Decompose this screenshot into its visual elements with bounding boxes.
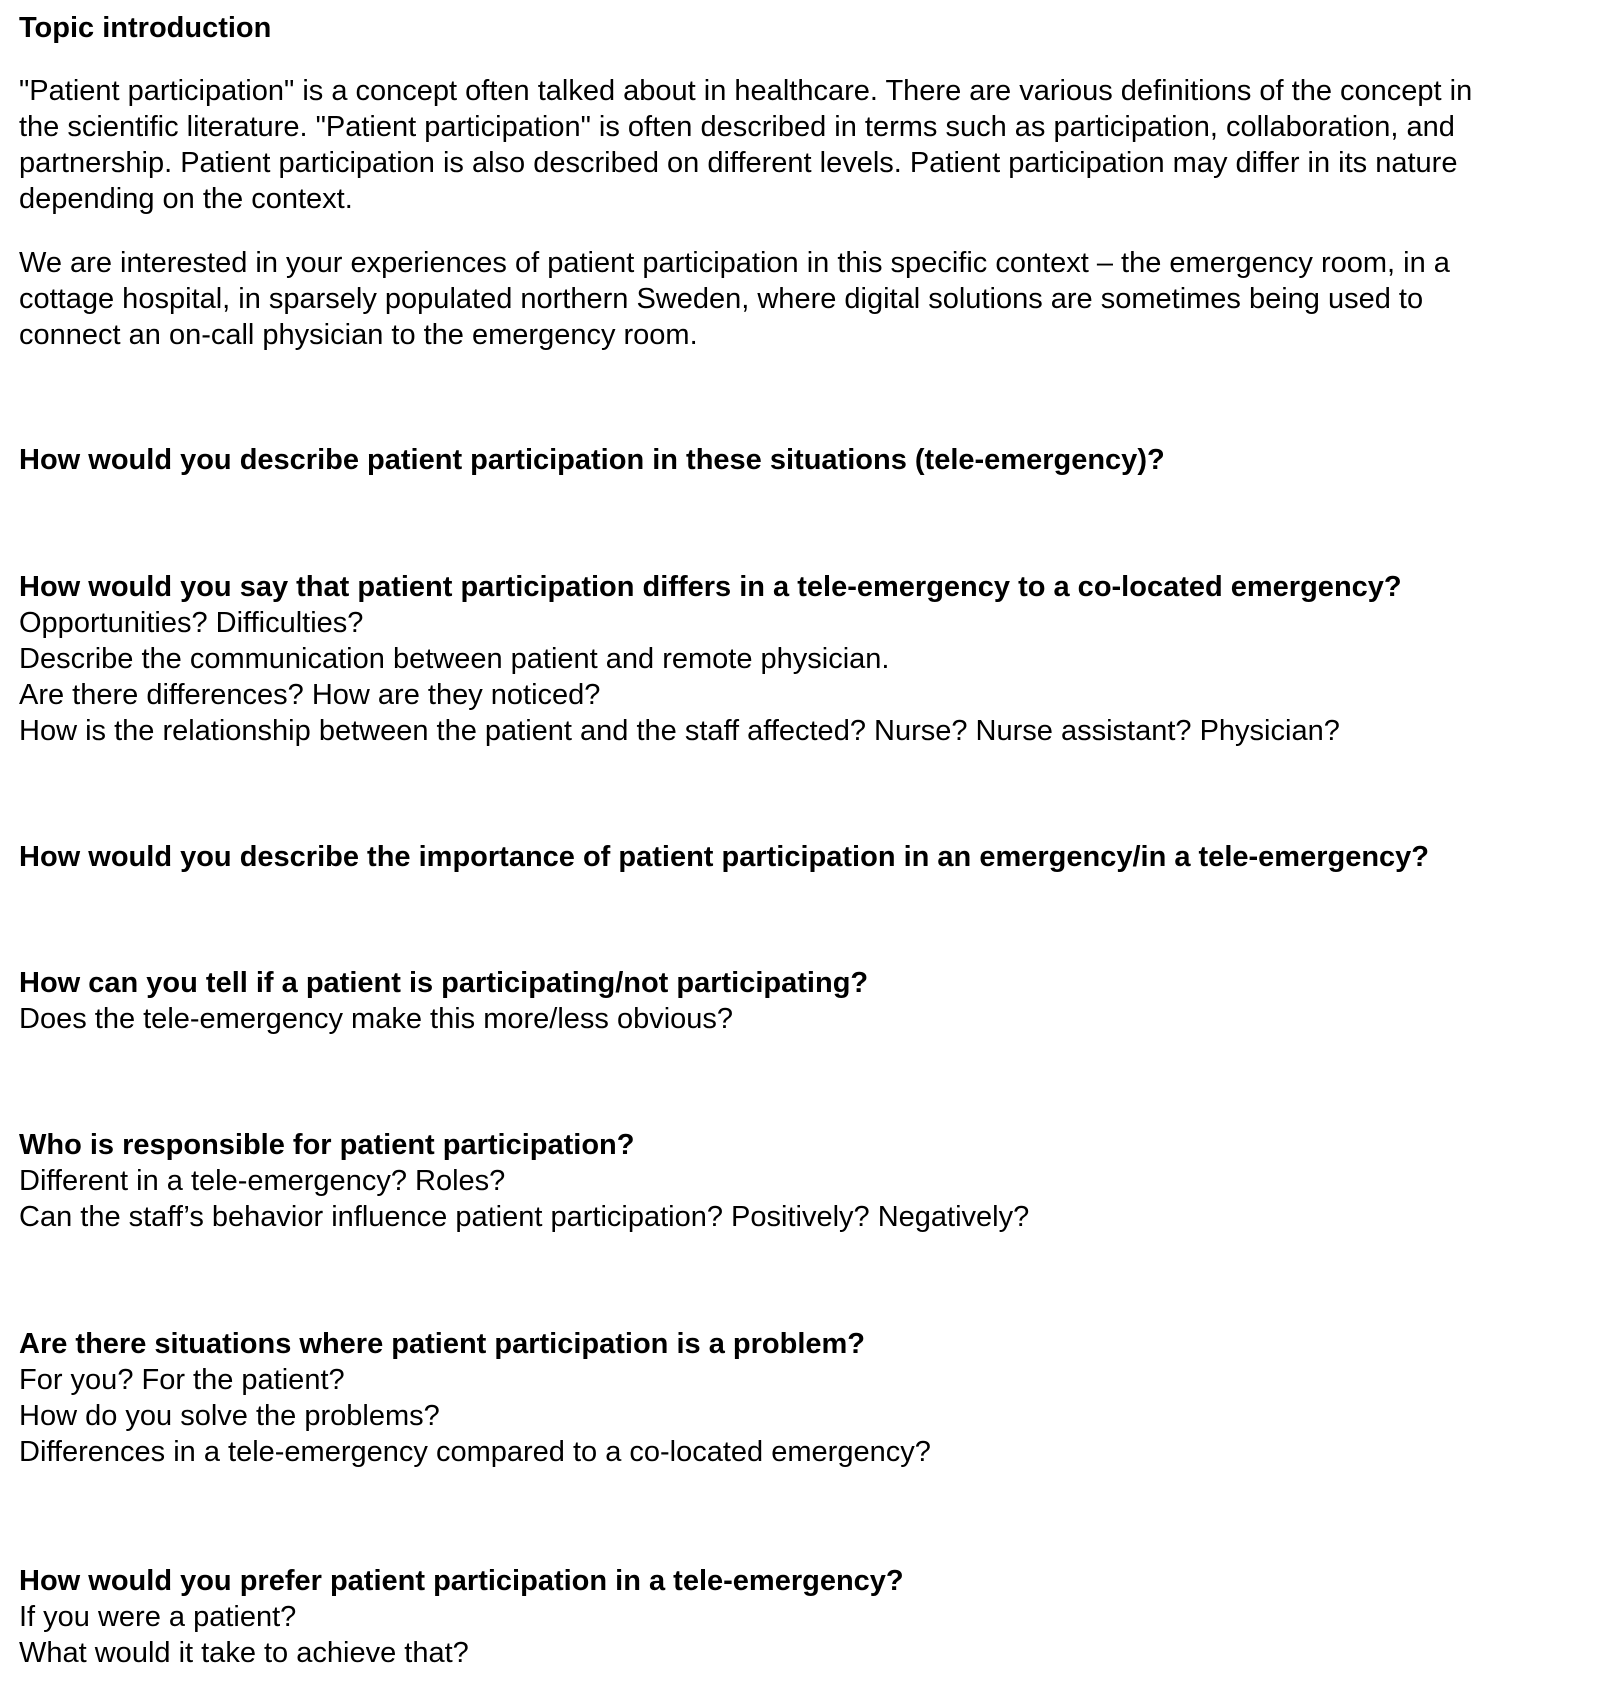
question-block xyxy=(19,442,1589,478)
text-line: cottage hospital, in sparsely populated northern Sweden, where digital solutions are sometimes being used to xyxy=(19,283,1424,315)
question-block xyxy=(19,1326,1589,1470)
section-title-text: Topic introduction xyxy=(19,12,272,44)
question-heading: How would you describe patient participation in these situations (tele-emergency)? xyxy=(19,444,1165,476)
question-heading: How would you say that patient participation differs in a tele-emergency to a co-located emergency? xyxy=(19,571,1402,603)
question-heading: How can you tell if a patient is participating/not participating? xyxy=(19,967,869,999)
question-probe: If you were a patient? xyxy=(19,1601,297,1633)
text-line: the scientific literature. "Patient participation" is often described in terms such as participation, collaboration, and xyxy=(19,111,1455,143)
question-block xyxy=(19,839,1589,875)
question-probe: Differences in a tele-emergency compared to a co-located emergency? xyxy=(19,1436,931,1468)
question-block xyxy=(19,965,1589,1037)
question-block xyxy=(19,569,1589,749)
text-line: connect an on-call physician to the emergency room. xyxy=(19,319,698,351)
question-block xyxy=(19,1127,1589,1235)
question-block xyxy=(19,1563,1589,1671)
question-probe: Different in a tele-emergency? Roles? xyxy=(19,1165,506,1197)
question-probe: What would it take to achieve that? xyxy=(19,1637,469,1669)
intro-paragraph-1 xyxy=(19,73,1589,217)
text-line: We are interested in your experiences of patient participation in this specific context – the emergency room, in a xyxy=(19,247,1450,279)
question-probe: Opportunities? Difficulties? xyxy=(19,607,364,639)
text-line: partnership. Patient participation is also described on different levels. Patient participation may differ in its nature xyxy=(19,147,1458,179)
question-heading: How would you describe the importance of patient participation in an emergency/in a tele-emergency? xyxy=(19,841,1430,873)
question-probe: Can the staff’s behavior influence patient participation? Positively? Negatively? xyxy=(19,1201,1030,1233)
question-heading: Who is responsible for patient participation? xyxy=(19,1129,635,1161)
question-probe: Describe the communication between patient and remote physician. xyxy=(19,643,890,675)
question-probe: For you? For the patient? xyxy=(19,1364,345,1396)
question-probe: How do you solve the problems? xyxy=(19,1400,440,1432)
question-probe: Are there differences? How are they noticed? xyxy=(19,679,601,711)
question-heading: How would you prefer patient participation in a tele-emergency? xyxy=(19,1565,904,1597)
text-line: "Patient participation" is a concept often talked about in healthcare. There are various definitions of the concept in xyxy=(19,75,1473,107)
question-probe: Does the tele-emergency make this more/less obvious? xyxy=(19,1003,734,1035)
question-heading: Are there situations where patient participation is a problem? xyxy=(19,1328,865,1360)
question-probe: How is the relationship between the patient and the staff affected? Nurse? Nurse assistant? Physician? xyxy=(19,715,1340,747)
text-line: depending on the context. xyxy=(19,183,353,215)
intro-paragraph-2 xyxy=(19,245,1589,353)
section-title xyxy=(19,10,1589,46)
